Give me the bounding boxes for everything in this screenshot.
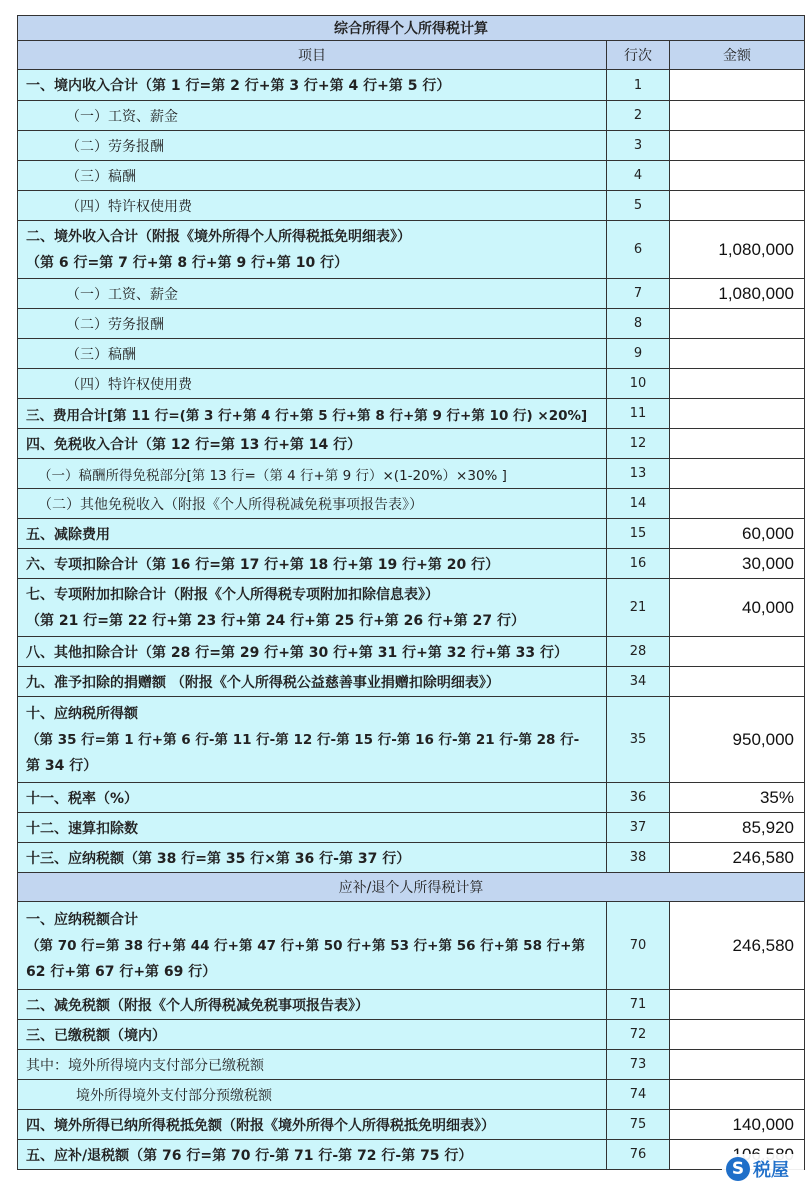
section2-title-row	[18, 873, 805, 902]
logo-text: 税屋	[753, 1160, 789, 1181]
header-row	[18, 41, 805, 70]
table-row	[18, 101, 805, 131]
row-label-line3: 第 34 行）	[26, 757, 98, 774]
row-amount	[670, 1020, 805, 1050]
row-number: 28	[607, 637, 670, 667]
row-number: 12	[607, 429, 670, 459]
table-row	[18, 70, 805, 101]
row-number: 36	[607, 783, 670, 813]
table-row	[18, 429, 805, 459]
row-amount	[670, 990, 805, 1020]
row-label: 四、境外所得已纳所得税抵免额（附报《境外所得个人所得税抵免明细表》）	[18, 1110, 607, 1140]
row-number: 35	[607, 697, 670, 783]
table-row	[18, 489, 805, 519]
table-row	[18, 697, 805, 783]
row-label: 八、其他扣除合计（第 28 行=第 29 行+第 30 行+第 31 行+第 32 行+第 33 行）	[18, 637, 607, 667]
row-number: 37	[607, 813, 670, 843]
row-amount: 35%	[670, 783, 805, 813]
row-label	[18, 579, 607, 637]
row-amount	[670, 369, 805, 399]
row-number: 4	[607, 161, 670, 191]
row-label	[18, 697, 607, 783]
row-label: 二、减免税额（附报《个人所得税减免税事项报告表》）	[18, 990, 607, 1020]
row-number: 21	[607, 579, 670, 637]
row-number: 8	[607, 309, 670, 339]
row-label: 四、免税收入合计（第 12 行=第 13 行+第 14 行）	[18, 429, 607, 459]
row-label: （一）稿酬所得免税部分[第 13 行=（第 4 行+第 9 行）×(1-20%）×30% ]	[18, 459, 607, 489]
section1-title: 综合所得个人所得税计算	[18, 16, 805, 41]
watermark-logo	[722, 1154, 804, 1184]
row-amount: 30,000	[670, 549, 805, 579]
row-label: 境外所得境外支付部分预缴税额	[18, 1080, 607, 1110]
table-row	[18, 221, 805, 279]
row-label: （三）稿酬	[18, 161, 607, 191]
row-amount	[670, 161, 805, 191]
row-label	[18, 221, 607, 279]
row-number: 34	[607, 667, 670, 697]
header-amount: 金额	[670, 41, 805, 70]
table-row	[18, 579, 805, 637]
row-amount	[670, 339, 805, 369]
row-label: 六、专项扣除合计（第 16 行=第 17 行+第 18 行+第 19 行+第 20 行）	[18, 549, 607, 579]
row-number: 14	[607, 489, 670, 519]
row-number: 74	[607, 1080, 670, 1110]
row-label-line1: 二、境外收入合计（附报《境外所得个人所得税抵免明细表》）	[26, 228, 411, 245]
row-number: 11	[607, 399, 670, 429]
row-amount	[670, 309, 805, 339]
table-row	[18, 519, 805, 549]
row-amount: 1,080,000	[670, 279, 805, 309]
row-number: 70	[607, 902, 670, 990]
row-amount	[670, 489, 805, 519]
row-label: （二）劳务报酬	[18, 309, 607, 339]
row-number: 15	[607, 519, 670, 549]
row-amount: 140,000	[670, 1110, 805, 1140]
header-row-no: 行次	[607, 41, 670, 70]
row-amount	[670, 459, 805, 489]
row-label: 五、减除费用	[18, 519, 607, 549]
row-label: 五、应补/退税额（第 76 行=第 70 行-第 71 行-第 72 行-第 75 行）	[18, 1140, 607, 1170]
row-number: 73	[607, 1050, 670, 1080]
row-label: （四）特许权使用费	[18, 191, 607, 221]
table-row	[18, 399, 805, 429]
row-amount	[670, 399, 805, 429]
table-row	[18, 131, 805, 161]
row-label: 一、境内收入合计（第 1 行=第 2 行+第 3 行+第 4 行+第 5 行）	[18, 70, 607, 101]
row-label: （二）劳务报酬	[18, 131, 607, 161]
row-label: （一）工资、薪金	[18, 101, 607, 131]
row-amount	[670, 101, 805, 131]
row-number: 75	[607, 1110, 670, 1140]
table-row	[18, 1110, 805, 1140]
table-row	[18, 549, 805, 579]
row-amount	[670, 429, 805, 459]
table-row	[18, 902, 805, 990]
table-row	[18, 369, 805, 399]
header-item: 项目	[18, 41, 607, 70]
row-amount: 60,000	[670, 519, 805, 549]
table-row	[18, 990, 805, 1020]
row-label-line2: （第 70 行=第 38 行+第 44 行+第 47 行+第 50 行+第 53 行+第 56 行+第 58 行+第	[26, 937, 585, 954]
row-label: （四）特许权使用费	[18, 369, 607, 399]
row-number: 9	[607, 339, 670, 369]
row-label: 十三、应纳税额（第 38 行=第 35 行×第 36 行-第 37 行）	[18, 843, 607, 873]
table-row	[18, 459, 805, 489]
row-amount	[670, 1050, 805, 1080]
row-label: （二）其他免税收入（附报《个人所得税减免税事项报告表》）	[18, 489, 607, 519]
row-label: 九、准予扣除的捐赠额 （附报《个人所得税公益慈善事业捐赠扣除明细表》）	[18, 667, 607, 697]
row-amount: 246,580	[670, 843, 805, 873]
row-label: 十二、速算扣除数	[18, 813, 607, 843]
row-number: 2	[607, 101, 670, 131]
table-row	[18, 309, 805, 339]
section2-title: 应补/退个人所得税计算	[18, 873, 805, 902]
row-number: 38	[607, 843, 670, 873]
tax-calculation-table	[17, 15, 805, 1170]
row-label-line3: 62 行+第 67 行+第 69 行）	[26, 963, 217, 980]
row-amount: 85,920	[670, 813, 805, 843]
row-number: 13	[607, 459, 670, 489]
row-amount	[670, 637, 805, 667]
logo-icon: S	[726, 1157, 750, 1181]
row-label-line2: （第 6 行=第 7 行+第 8 行+第 9 行+第 10 行）	[26, 254, 349, 271]
row-amount	[670, 70, 805, 101]
row-label: 三、费用合计[第 11 行=(第 3 行+第 4 行+第 5 行+第 8 行+第 9 行+第 10 行) ×20%]	[18, 399, 607, 429]
table-row	[18, 161, 805, 191]
row-amount: 950,000	[670, 697, 805, 783]
row-number: 1	[607, 70, 670, 101]
row-label: （一）工资、薪金	[18, 279, 607, 309]
row-label: 三、已缴税额（境内）	[18, 1020, 607, 1050]
table-row	[18, 813, 805, 843]
table-row	[18, 191, 805, 221]
table-row	[18, 843, 805, 873]
row-label	[18, 902, 607, 990]
section1-title-row	[18, 16, 805, 41]
row-number: 16	[607, 549, 670, 579]
table-row	[18, 1020, 805, 1050]
table-row	[18, 637, 805, 667]
row-label-line1: 一、应纳税额合计	[26, 911, 138, 928]
row-number: 6	[607, 221, 670, 279]
table-row	[18, 1050, 805, 1080]
table-row	[18, 1080, 805, 1110]
row-number: 3	[607, 131, 670, 161]
row-label-line1: 七、专项附加扣除合计（附报《个人所得税专项附加扣除信息表》）	[26, 586, 439, 603]
row-amount	[670, 131, 805, 161]
row-amount	[670, 1080, 805, 1110]
row-number: 71	[607, 990, 670, 1020]
row-amount	[670, 667, 805, 697]
row-label-line2: （第 21 行=第 22 行+第 23 行+第 24 行+第 25 行+第 26 行+第 27 行）	[26, 612, 525, 629]
row-label-line1: 十、应纳税所得额	[26, 705, 138, 722]
row-amount: 1,080,000	[670, 221, 805, 279]
row-amount: 246,580	[670, 902, 805, 990]
row-number: 7	[607, 279, 670, 309]
row-amount	[670, 191, 805, 221]
row-label-line2: （第 35 行=第 1 行+第 6 行-第 11 行-第 12 行-第 15 行-第 16 行-第 21 行-第 28 行-	[26, 731, 580, 748]
row-label: （三）稿酬	[18, 339, 607, 369]
table-row	[18, 279, 805, 309]
row-number: 5	[607, 191, 670, 221]
table-row	[18, 783, 805, 813]
row-label: 其中：境外所得境内支付部分已缴税额	[18, 1050, 607, 1080]
row-amount: 40,000	[670, 579, 805, 637]
row-number: 72	[607, 1020, 670, 1050]
table-row	[18, 667, 805, 697]
table-row	[18, 339, 805, 369]
table-row	[18, 1140, 805, 1170]
row-label: 十一、税率（%）	[18, 783, 607, 813]
row-number: 10	[607, 369, 670, 399]
row-number: 76	[607, 1140, 670, 1170]
